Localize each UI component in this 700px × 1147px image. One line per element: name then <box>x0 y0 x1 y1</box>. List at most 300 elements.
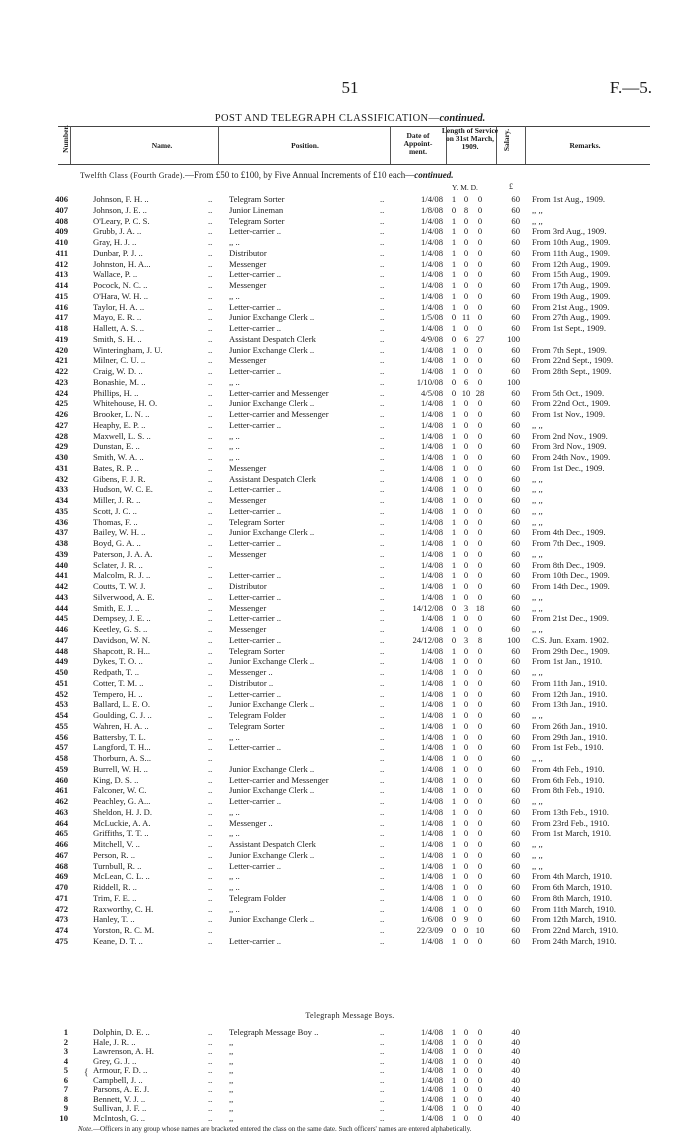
row-days: 0 <box>477 376 483 387</box>
row-days: 0 <box>477 1112 483 1123</box>
row-date: 1/4/08 <box>421 495 443 505</box>
row-months: 0 <box>463 720 469 731</box>
row-position: Assistant Despatch Clerk <box>229 333 316 344</box>
row-position: Junior Exchange Clerk .. <box>229 763 315 774</box>
row-months: 0 <box>463 645 469 656</box>
row-position: ,, <box>229 1074 234 1085</box>
row-years: 1 <box>451 645 457 656</box>
row-months: 0 <box>463 269 469 280</box>
footnote-text: —Officers in any group whose names are bracketed entered the class on the same date. Such officers' names are entered alphabetically. <box>92 1125 472 1133</box>
row-date: 1/4/08 <box>421 1103 443 1113</box>
row-days: 0 <box>477 763 483 774</box>
row-name: Dykes, T. O. .. <box>93 656 143 667</box>
row-salary: 60 <box>511 785 520 796</box>
header-bottom-rule <box>58 164 650 165</box>
row-salary: 60 <box>511 226 520 237</box>
row-remarks: From 1st March, 1910. <box>532 828 612 839</box>
row-salary: 60 <box>511 269 520 280</box>
row-number: 416 <box>55 301 68 312</box>
leader-dots: .. <box>380 602 385 613</box>
row-days: 0 <box>477 280 483 290</box>
row-position: Letter-carrier .. <box>229 591 282 602</box>
section-class-description: —From £50 to £100, by Five Annual Increments of £10 each— <box>185 170 415 180</box>
row-name: Tempero, H. .. <box>93 688 143 699</box>
row-name: Thomas, F. .. <box>93 516 138 527</box>
row-years: 1 <box>451 527 457 538</box>
row-remarks: From 21st Aug., 1909. <box>532 301 610 312</box>
row-number: 429 <box>55 441 68 452</box>
leader-dots: .. <box>208 925 213 935</box>
row-days: 0 <box>477 323 483 333</box>
row-position: ,, <box>229 1093 234 1104</box>
row-salary: 60 <box>511 828 520 839</box>
row-date: 1/4/08 <box>421 699 443 710</box>
row-date: 1/4/08 <box>421 624 443 634</box>
row-date: 1/4/08 <box>421 527 443 538</box>
row-position: ,, .. <box>229 430 240 441</box>
row-months: 0 <box>463 215 469 226</box>
row-remarks: From 27th Aug., 1909. <box>532 312 611 323</box>
row-remarks: ,, ,, <box>532 602 543 613</box>
leader-dots: .. <box>208 323 213 333</box>
row-name: Johnston, H. A... <box>93 258 151 269</box>
table-row <box>0 1056 700 1066</box>
row-years: 1 <box>451 839 457 849</box>
leader-dots: .. <box>208 548 213 559</box>
row-remarks: From 3rd Aug., 1909. <box>532 226 607 237</box>
table-row <box>0 323 700 333</box>
row-date: 1/4/08 <box>421 935 443 946</box>
row-number: 447 <box>55 634 68 645</box>
row-months: 0 <box>463 258 469 269</box>
table-row <box>0 280 700 290</box>
row-months: 0 <box>463 925 469 935</box>
row-number: 433 <box>55 484 68 495</box>
leader-dots: .. <box>380 656 385 667</box>
row-days: 0 <box>477 441 483 452</box>
row-remarks: From 15th Aug., 1909. <box>532 269 611 280</box>
row-years: 1 <box>451 753 457 763</box>
header-date-of-appointment: Date of Appoint-ment. <box>403 131 433 156</box>
leader-dots: .. <box>380 785 385 796</box>
row-number: 436 <box>55 516 68 527</box>
bracket-mark: { <box>84 1067 89 1077</box>
leader-dots: .. <box>208 1112 213 1123</box>
row-number: 453 <box>55 699 68 710</box>
row-days: 18 <box>475 602 485 613</box>
row-salary: 60 <box>511 484 520 495</box>
row-months: 0 <box>463 742 469 753</box>
row-salary: 60 <box>511 570 520 581</box>
row-name: Turnbull, R. .. <box>93 860 142 871</box>
table-row <box>0 452 700 462</box>
row-days: 0 <box>477 935 483 946</box>
row-remarks: From 1st Dec., 1909. <box>532 462 605 473</box>
leader-dots: .. <box>208 398 213 409</box>
row-name: Silverwood, A. E. <box>93 591 155 602</box>
row-name: Whitehouse, H. O. <box>93 398 158 409</box>
row-months: 0 <box>463 677 469 688</box>
row-days: 0 <box>477 882 483 892</box>
row-position: ,, .. <box>229 871 240 882</box>
row-months: 10 <box>461 387 471 398</box>
table-row <box>0 1046 700 1056</box>
row-salary: 60 <box>511 516 520 527</box>
row-days: 0 <box>477 452 483 462</box>
row-years: 1 <box>451 581 457 591</box>
row-date: 1/4/08 <box>421 484 443 495</box>
row-date: 1/5/08 <box>421 312 443 323</box>
row-days: 0 <box>477 1103 483 1113</box>
row-position: Telegram Sorter <box>229 194 285 204</box>
row-number: 432 <box>55 473 68 484</box>
leader-dots: .. <box>380 581 385 591</box>
row-date: 1/4/08 <box>421 753 443 763</box>
row-number: 1 <box>63 1027 68 1037</box>
table-row <box>0 828 700 838</box>
row-salary: 100 <box>507 333 520 344</box>
row-date: 1/4/08 <box>421 215 443 226</box>
row-days: 0 <box>477 903 483 914</box>
row-months: 0 <box>463 473 469 484</box>
row-years: 1 <box>451 849 457 860</box>
column-divider <box>390 126 391 164</box>
row-years: 1 <box>451 817 457 828</box>
leader-dots: .. <box>380 903 385 914</box>
leader-dots: .. <box>208 538 213 548</box>
table-row <box>0 603 700 613</box>
row-name: Hanley, T. .. <box>93 914 135 925</box>
row-position: Messenger <box>229 548 267 559</box>
leader-dots: .. <box>208 710 213 720</box>
row-date: 1/4/08 <box>421 710 443 720</box>
row-name: Keetley, G. S. .. <box>93 624 148 634</box>
row-date: 1/4/08 <box>421 505 443 516</box>
row-days: 0 <box>477 720 483 731</box>
row-number: 4 <box>63 1055 68 1066</box>
row-position: ,, .. <box>229 290 240 301</box>
row-salary: 60 <box>511 430 520 441</box>
row-name: O'Hara, W. H. .. <box>93 290 149 301</box>
row-date: 1/4/08 <box>421 785 443 796</box>
row-days: 0 <box>477 667 483 677</box>
row-days: 0 <box>477 548 483 559</box>
table-row <box>0 796 700 806</box>
section-class-label: Twelfth Class (Fourth Grade). <box>80 171 186 180</box>
row-position: Letter-carrier and Messenger <box>229 387 329 398</box>
row-name: Armour, F. D. .. <box>93 1065 148 1075</box>
row-number: 420 <box>55 344 68 355</box>
row-remarks: From 10th Dec., 1909. <box>532 570 610 581</box>
row-days: 0 <box>477 1084 483 1094</box>
leader-dots: .. <box>380 1046 385 1056</box>
row-name: Wahren, H. A. .. <box>93 720 149 731</box>
row-years: 1 <box>451 409 457 419</box>
row-number: 407 <box>55 204 68 215</box>
row-number: 450 <box>55 667 68 677</box>
row-name: Johnson, F. H. .. <box>93 194 149 204</box>
table-row <box>0 291 700 301</box>
row-salary: 60 <box>511 645 520 656</box>
row-months: 0 <box>463 559 469 570</box>
row-number: 409 <box>55 226 68 237</box>
row-days: 0 <box>477 570 483 581</box>
leader-dots: .. <box>380 269 385 280</box>
row-days: 0 <box>477 656 483 667</box>
row-salary: 60 <box>511 194 520 204</box>
row-number: 415 <box>55 290 68 301</box>
row-name: Grey, G. J. .. <box>93 1055 137 1066</box>
row-date: 1/4/08 <box>421 538 443 548</box>
row-days: 0 <box>477 484 483 495</box>
row-remarks: From 1st Jan., 1910. <box>532 656 603 667</box>
leader-dots: .. <box>380 495 385 505</box>
table-row <box>0 656 700 666</box>
leader-dots: .. <box>380 312 385 323</box>
row-position: ,, <box>229 1065 234 1075</box>
table-row <box>0 398 700 408</box>
row-years: 0 <box>451 914 457 925</box>
row-date: 1/4/08 <box>421 860 443 871</box>
table-row <box>0 646 700 656</box>
row-salary: 40 <box>511 1103 520 1113</box>
row-number: 8 <box>63 1093 68 1104</box>
row-name: King, D. S. .. <box>93 774 139 785</box>
row-remarks: ,, ,, <box>532 667 543 677</box>
leader-dots: .. <box>208 839 213 849</box>
row-date: 1/4/08 <box>421 882 443 892</box>
row-remarks: From 2nd Nov., 1909. <box>532 430 608 441</box>
table-row <box>0 377 700 387</box>
row-position: Letter-carrier .. <box>229 634 282 645</box>
row-number: 454 <box>55 710 68 720</box>
row-days: 0 <box>477 269 483 280</box>
row-days: 0 <box>477 1074 483 1085</box>
row-date: 1/4/08 <box>421 323 443 333</box>
row-date: 1/4/08 <box>421 1112 443 1123</box>
row-remarks: C.S. Jun. Exam. 1902. <box>532 634 609 645</box>
row-position: Telegram Folder <box>229 892 286 903</box>
row-position: Letter-carrier .. <box>229 505 282 516</box>
row-years: 1 <box>451 344 457 355</box>
row-months: 0 <box>463 280 469 290</box>
row-months: 0 <box>463 194 469 204</box>
leader-dots: .. <box>208 516 213 527</box>
row-name: Yorston, R. C. M. <box>93 925 154 935</box>
table-row <box>0 1065 700 1075</box>
table-row <box>0 226 700 236</box>
row-remarks: From 28th Sept., 1909. <box>532 366 612 376</box>
row-days: 0 <box>477 774 483 785</box>
row-months: 0 <box>463 667 469 677</box>
row-name: McLean, C. L. .. <box>93 871 150 882</box>
row-salary: 60 <box>511 538 520 548</box>
row-date: 1/4/08 <box>421 667 443 677</box>
row-date: 1/4/08 <box>421 226 443 237</box>
leader-dots: .. <box>208 624 213 634</box>
row-salary: 60 <box>511 495 520 505</box>
row-salary: 40 <box>511 1055 520 1066</box>
row-years: 1 <box>451 1046 457 1056</box>
row-position: Letter-carrier .. <box>229 269 282 280</box>
leader-dots: .. <box>208 290 213 301</box>
row-days: 27 <box>475 333 485 344</box>
row-date: 1/4/08 <box>421 280 443 290</box>
leader-dots: .. <box>208 301 213 312</box>
row-salary: 60 <box>511 774 520 785</box>
table-row <box>0 302 700 312</box>
row-position: Telegram Folder <box>229 710 286 720</box>
row-months: 0 <box>463 624 469 634</box>
row-years: 0 <box>451 333 457 344</box>
row-days: 0 <box>477 1065 483 1075</box>
row-remarks: From 7th Dec., 1909. <box>532 538 606 548</box>
row-number: 427 <box>55 419 68 430</box>
row-days: 0 <box>477 505 483 516</box>
row-name: Paterson, J. A. A. <box>93 548 153 559</box>
row-position: ,, <box>229 1036 234 1047</box>
row-months: 0 <box>463 527 469 538</box>
row-salary: 60 <box>511 366 520 376</box>
row-position: Junior Exchange Clerk .. <box>229 914 315 925</box>
row-number: 475 <box>55 935 68 946</box>
leader-dots: .. <box>208 226 213 237</box>
row-days: 0 <box>477 796 483 806</box>
row-name: Milner, C. U. .. <box>93 355 146 366</box>
row-months: 0 <box>463 763 469 774</box>
row-days: 0 <box>477 516 483 527</box>
leader-dots: .. <box>380 882 385 892</box>
row-number: 411 <box>55 247 68 258</box>
row-position: ,, .. <box>229 882 240 892</box>
row-days: 0 <box>477 247 483 258</box>
row-days: 10 <box>475 925 485 935</box>
row-years: 1 <box>451 495 457 505</box>
row-remarks: From 4th March, 1910. <box>532 871 612 882</box>
leader-dots: .. <box>208 828 213 839</box>
row-position: Junior Exchange Clerk .. <box>229 785 315 796</box>
row-position: Letter-carrier .. <box>229 301 282 312</box>
row-years: 1 <box>451 688 457 699</box>
row-days: 0 <box>477 527 483 538</box>
row-date: 1/4/08 <box>421 344 443 355</box>
row-years: 1 <box>451 559 457 570</box>
leader-dots: .. <box>380 796 385 806</box>
row-name: Cotter, T. M. .. <box>93 677 144 688</box>
row-salary: 60 <box>511 688 520 699</box>
row-name: Gray, H. J. .. <box>93 237 137 247</box>
row-date: 1/4/08 <box>421 806 443 817</box>
row-salary: 60 <box>511 806 520 817</box>
table-row <box>0 334 700 344</box>
row-name: Maxwell, L. S. .. <box>93 430 151 441</box>
leader-dots: .. <box>380 763 385 774</box>
row-days: 0 <box>477 419 483 430</box>
row-years: 1 <box>451 516 457 527</box>
leader-dots: .. <box>380 817 385 828</box>
leader-dots: .. <box>380 1084 385 1094</box>
row-number: 474 <box>55 925 68 935</box>
row-date: 1/4/08 <box>421 742 443 753</box>
row-date: 1/4/08 <box>421 581 443 591</box>
row-months: 0 <box>463 1103 469 1113</box>
row-number: 463 <box>55 806 68 817</box>
row-date: 1/4/08 <box>421 763 443 774</box>
row-date: 1/4/08 <box>421 677 443 688</box>
row-days: 0 <box>477 1093 483 1104</box>
leader-dots: .. <box>380 355 385 366</box>
leader-dots: .. <box>208 473 213 484</box>
row-years: 0 <box>451 312 457 323</box>
row-date: 1/4/08 <box>421 430 443 441</box>
row-remarks: ,, ,, <box>532 796 543 806</box>
row-years: 1 <box>451 699 457 710</box>
row-remarks: From 3rd Nov., 1909. <box>532 441 607 452</box>
row-years: 1 <box>451 860 457 871</box>
column-divider <box>70 126 71 164</box>
table-row <box>0 699 700 709</box>
row-number: 413 <box>55 269 68 280</box>
row-name: Bailey, W. H. .. <box>93 527 146 538</box>
row-number: 422 <box>55 366 68 376</box>
row-name: Parsons, A. E. J. <box>93 1084 150 1094</box>
row-years: 1 <box>451 301 457 312</box>
row-position: Messenger <box>229 258 267 269</box>
table-row <box>0 517 700 527</box>
leader-dots: .. <box>208 204 213 215</box>
row-days: 0 <box>477 366 483 376</box>
row-months: 0 <box>463 538 469 548</box>
row-date: 14/12/08 <box>412 602 443 613</box>
row-number: 472 <box>55 903 68 914</box>
leader-dots: .. <box>208 935 213 946</box>
row-position: Junior Lineman <box>229 204 284 215</box>
row-position: Messenger <box>229 624 267 634</box>
row-position: Junior Exchange Clerk .. <box>229 344 315 355</box>
row-months: 0 <box>463 785 469 796</box>
leader-dots: .. <box>208 860 213 871</box>
leader-dots: .. <box>208 269 213 280</box>
row-years: 1 <box>451 570 457 581</box>
row-salary: 60 <box>511 613 520 624</box>
row-position: Junior Exchange Clerk .. <box>229 312 315 323</box>
row-salary: 60 <box>511 602 520 613</box>
leader-dots: .. <box>208 785 213 796</box>
leader-dots: .. <box>380 860 385 871</box>
leader-dots: .. <box>208 409 213 419</box>
row-months: 0 <box>463 323 469 333</box>
row-date: 1/4/08 <box>421 688 443 699</box>
row-number: 444 <box>55 602 68 613</box>
leader-dots: .. <box>380 667 385 677</box>
row-salary: 40 <box>511 1084 520 1094</box>
row-months: 0 <box>463 710 469 720</box>
table-row <box>0 882 700 892</box>
header-length-of-service: Length of Service on 31st March, 1909. <box>441 126 499 151</box>
row-months: 0 <box>463 548 469 559</box>
row-position: ,, .. <box>229 731 240 742</box>
row-days: 0 <box>477 301 483 312</box>
leader-dots: .. <box>380 720 385 731</box>
row-number: 464 <box>55 817 68 828</box>
table-row <box>0 871 700 881</box>
row-salary: 60 <box>511 753 520 763</box>
row-date: 1/4/08 <box>421 409 443 419</box>
row-date: 1/4/08 <box>421 237 443 247</box>
row-years: 1 <box>451 1103 457 1113</box>
row-number: 458 <box>55 753 68 763</box>
row-date: 1/4/08 <box>421 419 443 430</box>
